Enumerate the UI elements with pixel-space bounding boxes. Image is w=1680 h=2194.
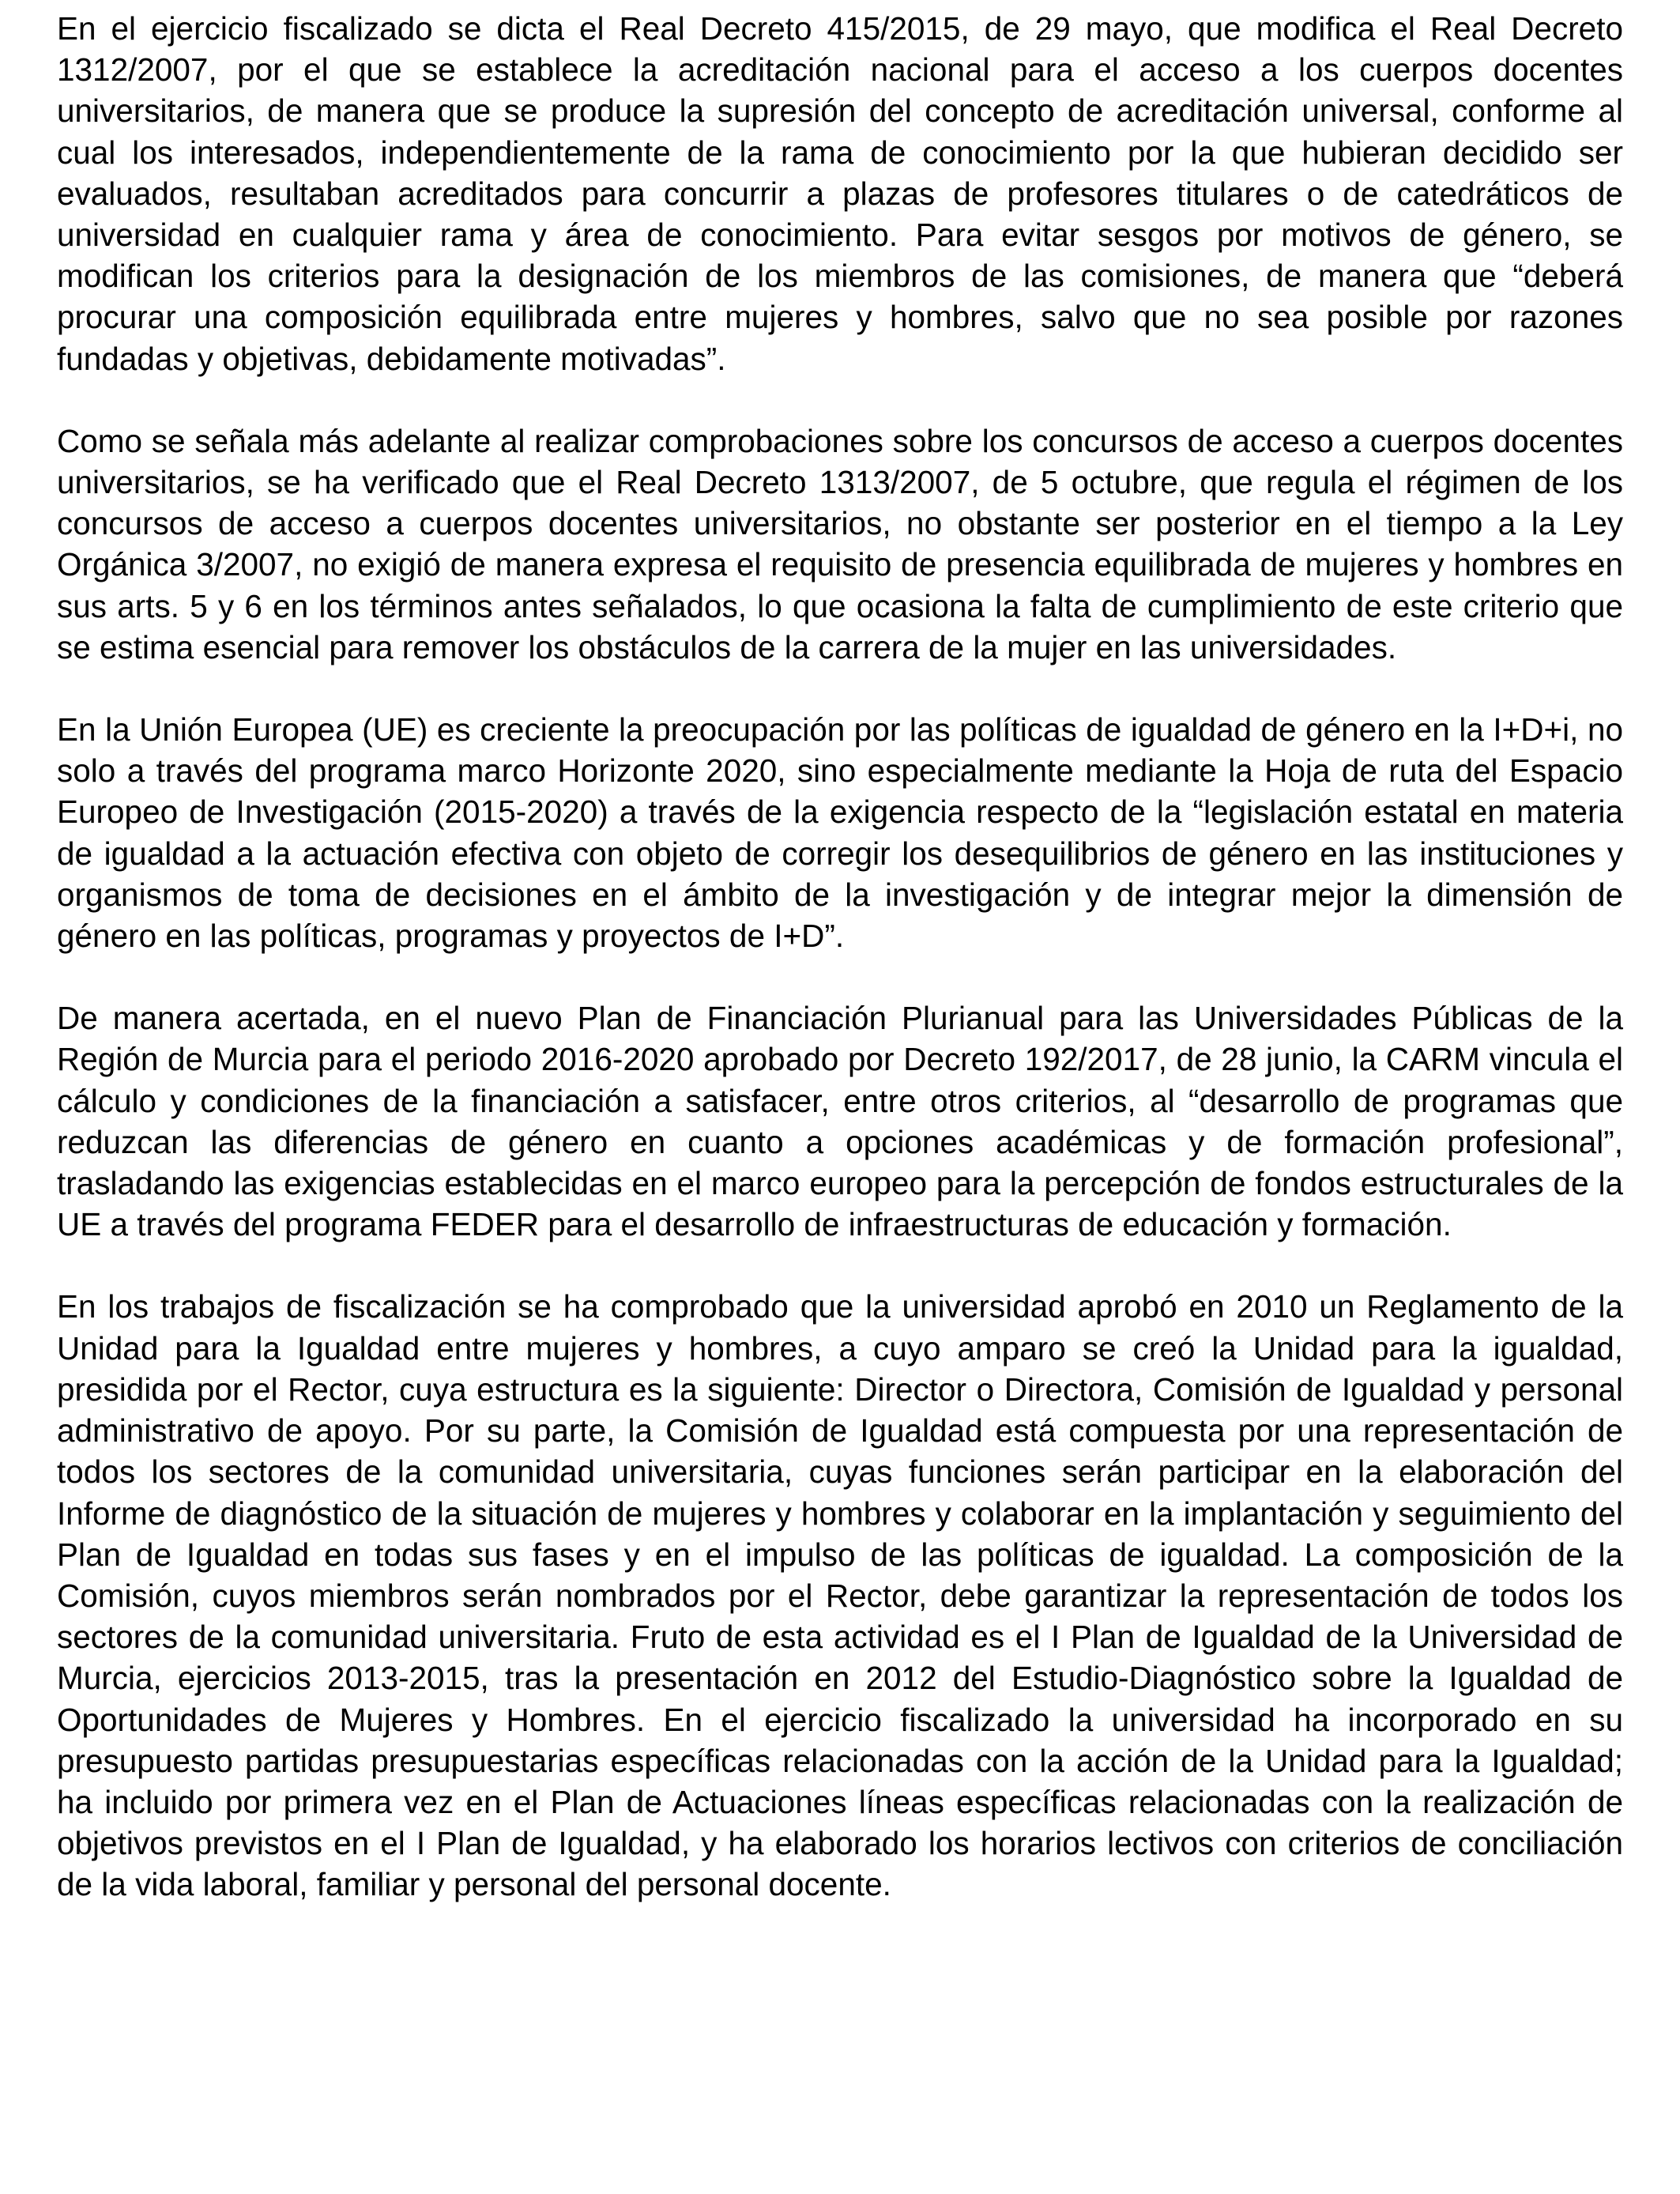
paragraph-plan-financiacion: De manera acertada, en el nuevo Plan de Financiación Plurianual para las Universidades Públicas de la Región de Murcia para el periodo 2016-2020 aprobado por Decreto 192/2017, de 28 junio, la CARM vincula el cálculo y condiciones de la financiación a satisfacer, entre otros criterios, al “desarrollo de programas que reduzcan las diferencias de género en cuanto a opciones académicas y de formación profesional”, trasladando las exigencias establecidas en el marco europeo para la percepción de fondos estructurales de la UE a través del programa FEDER para el desarrollo de infraestructuras de educación y formación. — [57, 1000, 1623, 1243]
paragraph-unidad-igualdad: En los trabajos de fiscalización se ha comprobado que la universidad aprobó en 2010 un Reglamento de la Unidad para la Igualdad entre mujeres y hombres, a cuyo amparo se creó la Unidad para la igualdad, presidida por el Rector, cuya estructura es la siguiente: Director o Directora, Comisión de Igualdad y personal administrativo de apoyo. Por su parte, la Comisión de Igualdad está compuesta por una representación de todos los sectores de la comunidad universitaria, cuyas funciones serán participar en la elaboración del Informe de diagnóstico de la situación de mujeres y hombres y colaborar en la implantación y seguimiento del Plan de Igualdad en todas sus fases y en el impulso de las políticas de igualdad. La composición de la Comisión, cuyos miembros serán nombrados por el Rector, debe garantizar la representación de todos los sectores de la comunidad universitaria. Fruto de esta actividad es el I Plan de Igualdad de la Universidad de Murcia, ejercicios 2013-2015, tras la presentación en 2012 del Estudio-Diagnóstico sobre la Igualdad de Oportunidades de Mujeres y Hombres. En el ejercicio fiscalizado la universidad ha incorporado en su presupuesto partidas presupuestarias específicas relacionadas con la acción de la Unidad para la Igualdad; ha incluido por primera vez en el Plan de Actuaciones líneas específicas relacionadas con la realización de objetivos previstos en el I Plan de Igualdad, y ha elaborado los horarios lectivos con criterios de conciliación de la vida laboral, familiar y personal del personal docente. — [57, 1288, 1623, 1903]
paragraph-rd-415-2015: En el ejercicio fiscalizado se dicta el Real Decreto 415/2015, de 29 mayo, que modifica el Real Decreto 1312/2007, por el que se establece la acreditación nacional para el acceso a los cuerpos docentes universitarios, de manera que se produce la supresión del concepto de acreditación universal, conforme al cual los interesados, independientemente de la rama de conocimiento por la que hubieran decidido ser evaluados, resultaban acreditados para concurrir a plazas de profesores titulares o de catedráticos de universidad en cualquier rama y área de conocimiento. Para evitar sesgos por motivos de género, se modifican los criterios para la designación de los miembros de las comisiones, de manera que “deberá procurar una composición equilibrada entre mujeres y hombres, salvo que no sea posible por razones fundadas y objetivas, debidamente motivadas”. — [57, 10, 1623, 377]
paragraph-rd-1313-2007: Como se señala más adelante al realizar comprobaciones sobre los concursos de acceso a cuerpos docentes universitarios, se ha verificado que el Real Decreto 1313/2007, de 5 octubre, que regula el régimen de los concursos de acceso a cuerpos docentes universitarios, no obstante ser posterior en el tiempo a la Ley Orgánica 3/2007, no exigió de manera expresa el requisito de presencia equilibrada de mujeres y hombres en sus arts. 5 y 6 en los términos antes señalados, lo que ocasiona la falta de cumplimiento de este criterio que se estima esencial para remover los obstáculos de la carrera de la mujer en las universidades. — [57, 422, 1623, 665]
document-page — [57, 8, 1623, 1906]
paragraph-union-europea: En la Unión Europea (UE) es creciente la preocupación por las políticas de igualdad de género en la I+D+i, no solo a través del programa marco Horizonte 2020, sino especialmente mediante la Hoja de ruta del Espacio Europeo de Investigación (2015-2020) a través de la exigencia respecto de la “legislación estatal en materia de igualdad a la actuación efectiva con objeto de corregir los desequilibrios de género en las instituciones y organismos de toma de decisiones en el ámbito de la investigación y de integrar mejor la dimensión de género en las políticas, programas y proyectos de I+D”. — [57, 711, 1623, 955]
